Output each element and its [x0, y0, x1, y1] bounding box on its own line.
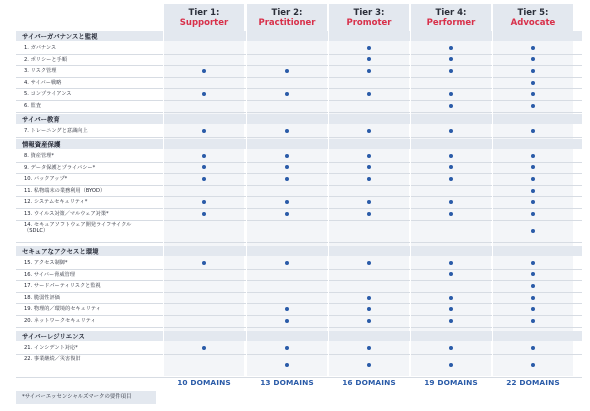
domain-label: 1. ガバナンス: [24, 45, 57, 51]
domain-label: 8. 資産管理*: [24, 153, 54, 159]
included-dot: [202, 346, 206, 350]
tier-level: Tier 2:: [271, 7, 303, 18]
tier-name: Promoter: [346, 17, 392, 28]
included-dot: [285, 346, 289, 350]
domain-label: 13. ウイルス対策／マルウェア対策*: [24, 211, 109, 217]
domain-label: 21. インシデント対応*: [24, 345, 78, 351]
column-divider: [492, 4, 493, 376]
tier-header: [247, 4, 327, 31]
included-dot: [531, 284, 535, 288]
included-dot: [367, 177, 371, 181]
included-dot: [531, 129, 535, 133]
footnote: *サイバーエッセンシャルズマークの要件項目: [16, 391, 156, 404]
included-dot: [531, 189, 535, 193]
domain-label: 12. システムセキュリティ*: [24, 199, 88, 206]
tier-level: Tier 3:: [353, 7, 385, 18]
included-dot: [367, 69, 371, 73]
included-dot: [367, 319, 371, 323]
domain-label: 19. 物理的／環境的セキュリティ: [24, 306, 101, 313]
included-dot: [531, 229, 535, 233]
included-dot: [449, 177, 453, 181]
domain-label: 7. トレーニングと意識向上: [24, 128, 88, 134]
included-dot: [531, 261, 535, 265]
column-divider: [410, 4, 411, 376]
domain-label: 22. 事業継続／災害復旧: [24, 355, 81, 362]
included-dot: [531, 154, 535, 158]
domain-label: 6. 監査: [24, 103, 41, 109]
domain-label: 4. サイバー戦略: [24, 79, 62, 86]
included-dot: [367, 129, 371, 133]
included-dot: [285, 154, 289, 158]
included-dot: [449, 212, 453, 216]
tier-header: [329, 4, 409, 31]
included-dot: [531, 69, 535, 73]
included-dot: [531, 319, 535, 323]
section-header: [16, 331, 582, 341]
domain-label: 5. コンプライアンス: [24, 91, 72, 98]
included-dot: [367, 154, 371, 158]
tier-header: [164, 4, 244, 31]
included-dot: [449, 104, 453, 108]
included-dot: [202, 154, 206, 158]
included-dot: [367, 212, 371, 216]
domain-count: 22 DOMAINS: [506, 378, 560, 387]
domain-label: 2. ポリシーと手順: [24, 56, 67, 63]
domain-label: 20. ネットワークセキュリティ: [24, 318, 96, 324]
included-dot: [202, 212, 206, 216]
section-header: [16, 31, 582, 41]
domain-label: 11. 私物端末の業務利用（BYOD）: [24, 187, 106, 194]
included-dot: [531, 81, 535, 85]
included-dot: [202, 69, 206, 73]
column-divider: [328, 4, 329, 376]
tier-level: Tier 1:: [188, 7, 220, 18]
domain-label: 16. サイバー脅威管理: [24, 271, 75, 278]
included-dot: [449, 319, 453, 323]
domain-count: 16 DOMAINS: [342, 378, 396, 387]
included-dot: [449, 129, 453, 133]
included-dot: [285, 129, 289, 133]
section-title: 情報資産保護: [22, 140, 61, 149]
included-dot: [449, 261, 453, 265]
included-dot: [449, 154, 453, 158]
included-dot: [449, 46, 453, 50]
included-dot: [531, 104, 535, 108]
tier-level: Tier 4:: [435, 7, 467, 18]
included-dot: [367, 46, 371, 50]
included-dot: [531, 296, 535, 300]
included-dot: [449, 346, 453, 350]
tier-header: [493, 4, 573, 31]
column-divider: [246, 4, 247, 376]
included-dot: [449, 296, 453, 300]
domain-label: 14. セキュアソフトウェア開発ライフサイクル（SDLC）: [24, 221, 132, 234]
section-header: [16, 139, 582, 149]
column-divider: [163, 4, 164, 376]
section-title: セキュアなアクセスと環境: [22, 247, 99, 256]
included-dot: [285, 177, 289, 181]
included-dot: [531, 46, 535, 50]
included-dot: [367, 296, 371, 300]
included-dot: [367, 346, 371, 350]
section-header: [16, 246, 582, 256]
included-dot: [202, 129, 206, 133]
tier-header: [411, 4, 491, 31]
section-header: [16, 114, 582, 124]
domain-count: 19 DOMAINS: [424, 378, 478, 387]
included-dot: [531, 346, 535, 350]
domain-label: 3. リスク管理: [24, 68, 57, 75]
domain-label: 10. バックアップ*: [24, 176, 68, 183]
included-dot: [202, 261, 206, 265]
domain-label: 15. アクセス制御*: [24, 260, 68, 266]
included-dot: [531, 177, 535, 181]
included-dot: [367, 261, 371, 265]
included-dot: [285, 261, 289, 265]
tier-name: Supporter: [179, 17, 229, 28]
tier-name: Advocate: [510, 17, 556, 28]
domain-label: 17. サードパーティリスクと監視: [24, 283, 101, 290]
section-title: サイバーガバナンスと監視: [22, 32, 98, 41]
tier-level: Tier 5:: [517, 7, 549, 18]
tier-name: Performer: [426, 17, 476, 28]
included-dot: [531, 212, 535, 216]
included-dot: [285, 69, 289, 73]
domain-label: 9. データ保護とプライバシー*: [24, 164, 96, 171]
section-title: サイバーレジリエンス: [22, 332, 85, 341]
tier-name: Practitioner: [258, 17, 316, 28]
section-title: サイバー教育: [22, 115, 60, 124]
included-dot: [285, 212, 289, 216]
domain-count: 13 DOMAINS: [260, 378, 314, 387]
domain-label: 18. 脆弱性評価: [24, 294, 60, 301]
included-dot: [202, 177, 206, 181]
included-dot: [285, 319, 289, 323]
included-dot: [449, 69, 453, 73]
domain-count: 10 DOMAINS: [177, 378, 231, 387]
